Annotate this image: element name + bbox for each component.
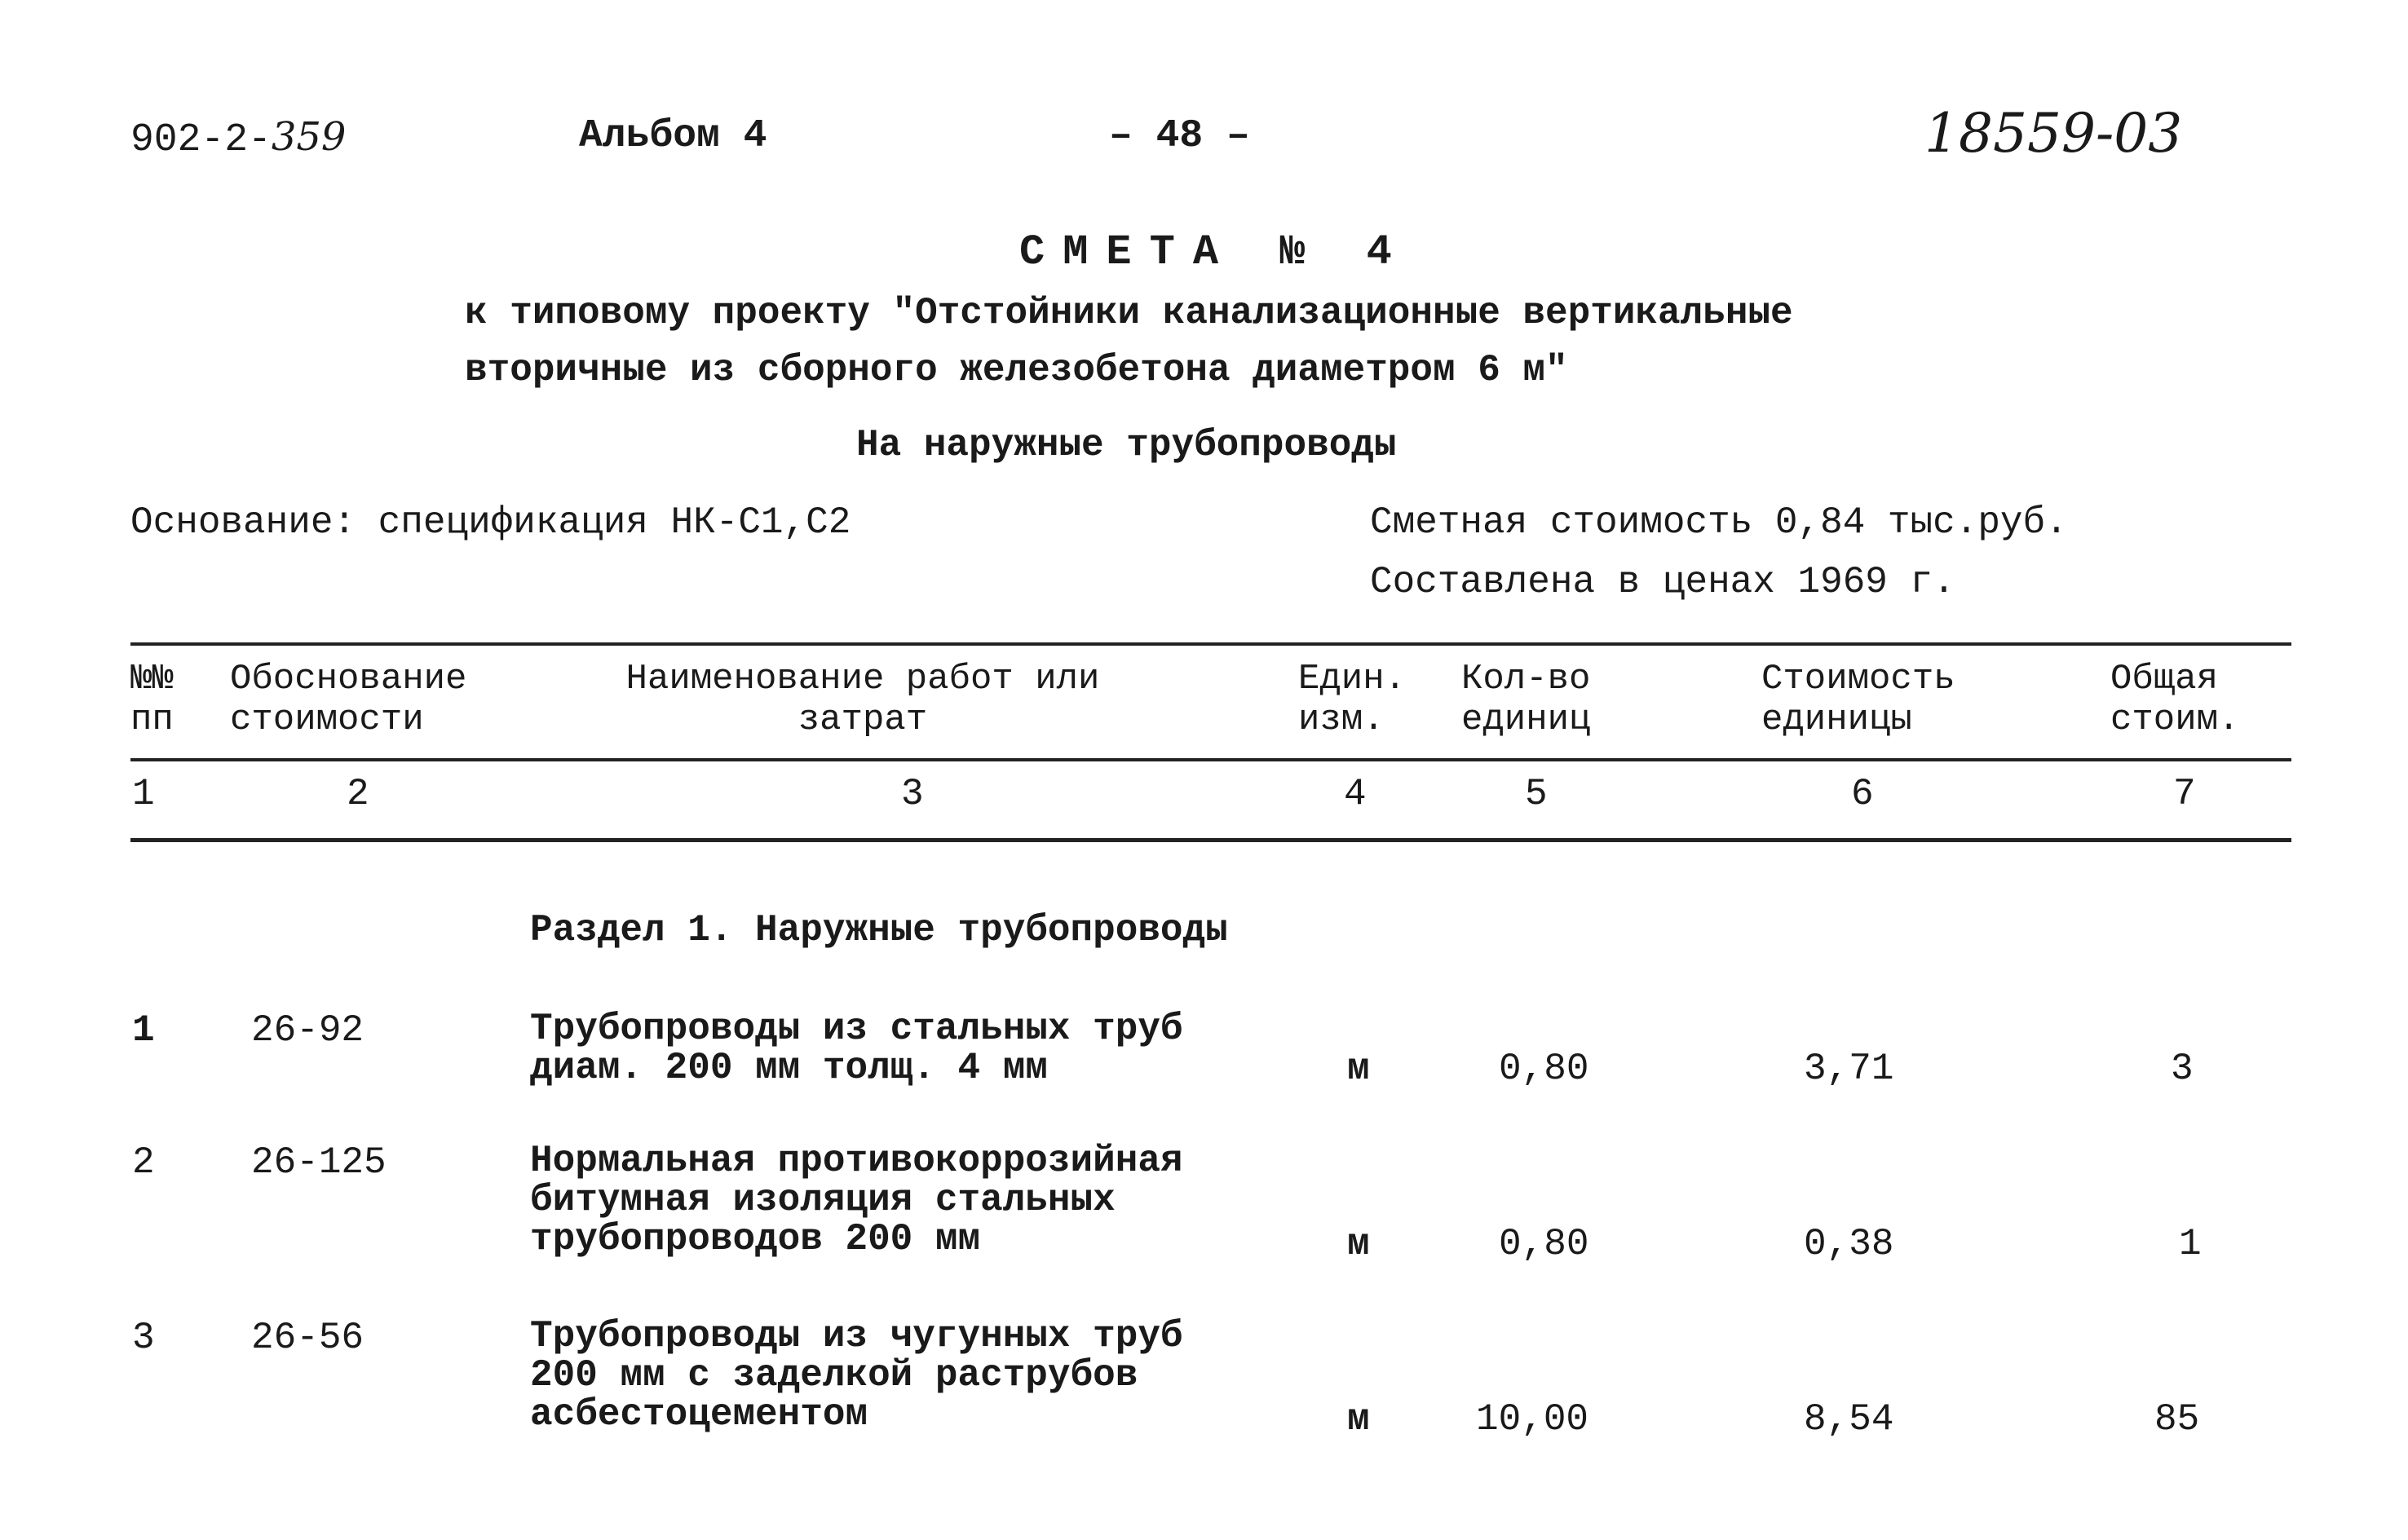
row-name-line: Нормальная противокоррозийная: [530, 1140, 1183, 1182]
row-number: 3: [132, 1317, 155, 1359]
title-line-2: вторичные из сборного железобетона диаметром 6 м": [465, 349, 1568, 391]
col-header-1-l2: пп: [130, 699, 174, 740]
col-header-4-l1: Един.: [1298, 659, 1407, 699]
col-header-1-l1: №№: [130, 659, 174, 699]
col-header-7-l2: стоим.: [2110, 699, 2240, 740]
row-quantity: 0,80: [1499, 1223, 1589, 1265]
col-number-3: 3: [901, 773, 924, 815]
col-header-7-l1: Общая: [2110, 659, 2219, 699]
row-name-line: диам. 200 мм толщ. 4 мм: [530, 1047, 1048, 1089]
row-name-line: битумная изоляция стальных: [530, 1179, 1116, 1221]
header-bottom-rule: [130, 758, 2291, 761]
row-unit: м: [1347, 1223, 1370, 1265]
price-basis: Составлена в ценах 1969 г.: [1370, 561, 1955, 603]
page-number: – 48 –: [1109, 114, 1250, 158]
col-header-6: [1761, 659, 1955, 740]
col-header-4: [1298, 659, 1406, 740]
col-number-5: 5: [1525, 773, 1548, 815]
col-number-7: 7: [2173, 773, 2196, 815]
row-name-line: трубопроводов 200 мм: [530, 1218, 981, 1260]
row-total: 85: [2154, 1398, 2200, 1441]
album-label: Альбом 4: [579, 114, 767, 158]
col-header-3-l2: затрат: [798, 699, 928, 740]
row-number: 2: [132, 1141, 155, 1184]
row-total: 3: [2171, 1048, 2194, 1090]
col-header-2: [230, 659, 466, 740]
row-name-line: 200 мм с заделкой раструбов: [530, 1354, 1138, 1397]
row-unit: м: [1347, 1398, 1370, 1441]
row-name: [530, 1317, 1183, 1434]
doc-code-handwritten: 359: [271, 114, 347, 160]
col-header-3: [602, 659, 1124, 740]
row-basis: 26-125: [251, 1141, 387, 1184]
col-number-6: 6: [1851, 773, 1874, 815]
col-header-3-l1: Наименование работ или: [625, 659, 1100, 699]
row-name-line: Трубопроводы из стальных труб: [530, 1008, 1183, 1050]
col-header-7: [2110, 659, 2239, 740]
col-header-5-l1: Кол-во: [1461, 659, 1591, 699]
basis-line: Основание: спецификация НК-С1,С2: [130, 501, 851, 544]
subtitle: На наружные трубопроводы: [856, 424, 1397, 466]
section-heading: Раздел 1. Наружные трубопроводы: [530, 909, 1228, 951]
row-quantity: 0,80: [1499, 1048, 1589, 1090]
row-name: [530, 1141, 1183, 1259]
row-unit-cost: 8,54: [1804, 1398, 1894, 1441]
row-quantity: 10,00: [1476, 1398, 1589, 1441]
col-header-4-l2: изм.: [1298, 699, 1385, 740]
row-number: 1: [132, 1009, 155, 1052]
row-name-line: Трубопроводы из чугунных труб: [530, 1315, 1183, 1357]
col-header-2-l2: стоимости: [230, 699, 424, 740]
col-header-5-l2: единиц: [1461, 699, 1591, 740]
col-header-1: [130, 659, 174, 740]
table-top-rule: [130, 642, 2291, 646]
colnum-bottom-rule: [130, 838, 2291, 842]
col-number-1: 1: [132, 773, 155, 815]
row-unit: м: [1347, 1048, 1370, 1090]
row-name-line: асбестоцементом: [530, 1393, 868, 1436]
doc-code-printed: 902-2-: [130, 118, 272, 162]
doc-code: [130, 114, 346, 162]
col-header-2-l1: Обоснование: [230, 659, 467, 699]
row-basis: 26-92: [251, 1009, 365, 1052]
row-unit-cost: 3,71: [1804, 1048, 1894, 1090]
title-line-1: к типовому проекту "Отстойники канализационные вертикальные: [465, 292, 1793, 334]
col-header-6-l1: Стоимость: [1761, 659, 1955, 699]
row-total: 1: [2179, 1223, 2202, 1265]
row-basis: 26-56: [251, 1317, 365, 1359]
col-number-2: 2: [347, 773, 369, 815]
col-header-6-l2: единицы: [1761, 699, 1912, 740]
col-number-4: 4: [1344, 773, 1367, 815]
archive-number: 18559-03: [1924, 102, 2183, 165]
row-name: [530, 1009, 1183, 1088]
estimated-cost: Сметная стоимость 0,84 тыс.руб.: [1370, 501, 2068, 544]
document-title: СМЕТА № 4: [1019, 228, 1410, 276]
row-unit-cost: 0,38: [1804, 1223, 1894, 1265]
col-header-5: [1461, 659, 1590, 740]
